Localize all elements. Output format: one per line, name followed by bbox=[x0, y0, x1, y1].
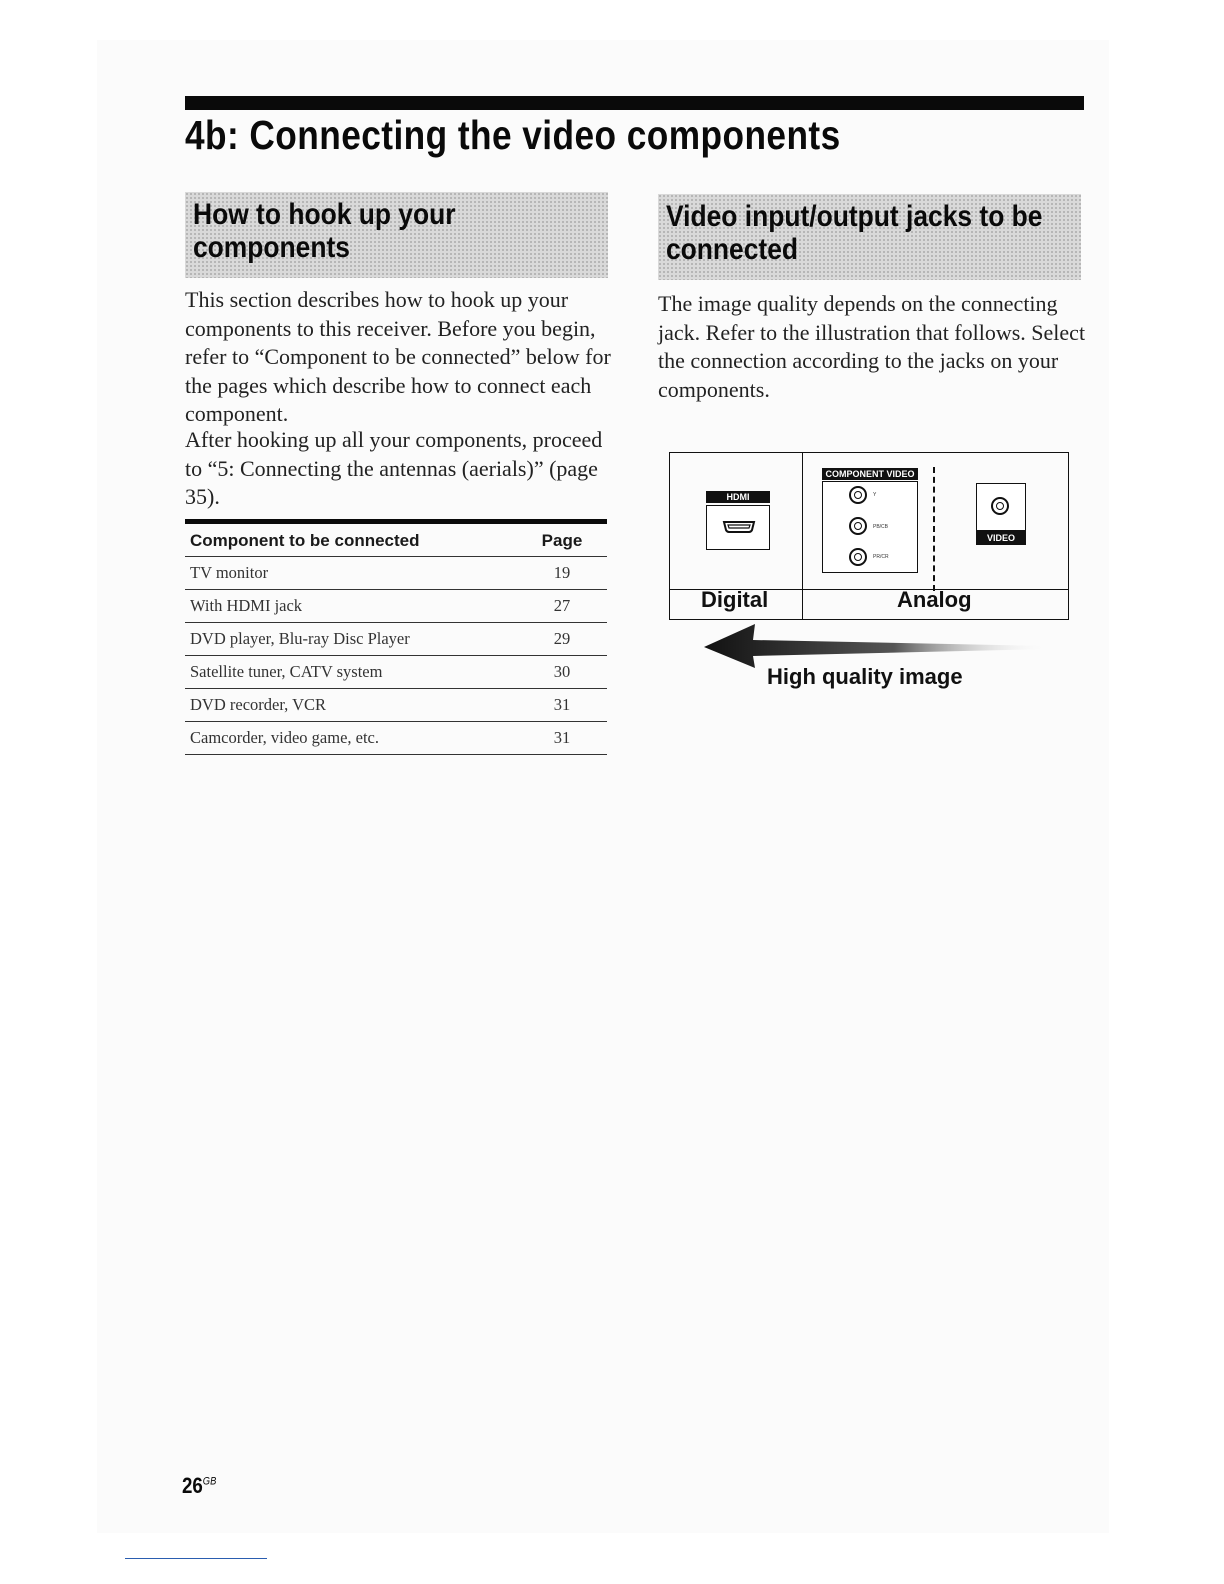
table-row bbox=[185, 689, 607, 722]
component-table bbox=[185, 519, 607, 755]
component-video-separator bbox=[933, 467, 935, 591]
page-cell: 30 bbox=[517, 656, 607, 689]
component-video-tag: COMPONENT VIDEO bbox=[822, 468, 918, 480]
pr-jack-label: PR/CR bbox=[873, 554, 889, 560]
table-header-row bbox=[185, 522, 607, 557]
hdmi-jack-box bbox=[706, 505, 770, 550]
pb-jack-icon bbox=[849, 517, 867, 535]
table-row bbox=[185, 656, 607, 689]
page-number-suffix: GB bbox=[202, 1475, 217, 1488]
digital-analog-divider bbox=[802, 453, 803, 619]
video-jack-icon bbox=[991, 497, 1009, 515]
component-cell: TV monitor bbox=[185, 557, 517, 590]
analog-label: Analog bbox=[897, 587, 972, 612]
video-tag: VIDEO bbox=[976, 531, 1026, 545]
component-video-jack-box bbox=[822, 481, 918, 573]
quality-arrow bbox=[700, 620, 1060, 670]
pr-jack-icon bbox=[849, 548, 867, 566]
hdmi-tag: HDMI bbox=[706, 491, 770, 503]
table-row bbox=[185, 590, 607, 623]
title-rule bbox=[185, 96, 1084, 110]
hdmi-port-icon bbox=[707, 506, 771, 551]
page-cell: 29 bbox=[517, 623, 607, 656]
column-header-component: Component to be connected bbox=[185, 522, 517, 557]
section-heading-hook-up bbox=[185, 192, 608, 278]
page-cell: 31 bbox=[517, 689, 607, 722]
jack-diagram bbox=[669, 452, 1069, 620]
component-cell: Satellite tuner, CATV system bbox=[185, 656, 517, 689]
page-number bbox=[182, 1473, 216, 1499]
high-quality-image-label: High quality image bbox=[767, 664, 963, 689]
y-jack-icon bbox=[849, 486, 867, 504]
page-cell: 31 bbox=[517, 722, 607, 755]
bottom-rule bbox=[125, 1558, 267, 1559]
table-row bbox=[185, 557, 607, 590]
intro-paragraph: This section describes how to hook up your components to this receiver. Before you begin, refer to “Component to be connected” below for the pages which describe how to connect each component. bbox=[185, 287, 611, 426]
page-title: 4b: Connecting the video components bbox=[185, 112, 841, 158]
column-header-page: Page bbox=[517, 522, 607, 557]
table-row bbox=[185, 623, 607, 656]
component-cell: With HDMI jack bbox=[185, 590, 517, 623]
video-jack-box bbox=[976, 483, 1026, 531]
after-hookup-paragraph: After hooking up all your components, proceed to “5: Connecting the antennas (aerials)” (page 35). bbox=[185, 427, 603, 509]
digital-label: Digital bbox=[701, 587, 769, 612]
component-cell: DVD player, Blu-ray Disc Player bbox=[185, 623, 517, 656]
table-row bbox=[185, 722, 607, 755]
component-cell: DVD recorder, VCR bbox=[185, 689, 517, 722]
page-cell: 19 bbox=[517, 557, 607, 590]
y-jack-label: Y bbox=[873, 492, 877, 498]
page-cell: 27 bbox=[517, 590, 607, 623]
section-heading-text: How to hook up your components bbox=[193, 198, 456, 264]
page-number-value: 26 bbox=[182, 1473, 203, 1498]
pb-jack-label: PB/CB bbox=[873, 524, 889, 530]
component-cell: Camcorder, video game, etc. bbox=[185, 722, 517, 755]
section-heading-text: Video input/output jacks to be connected bbox=[666, 200, 1043, 266]
image-quality-paragraph: The image quality depends on the connecting jack. Refer to the illustration that follows. Select the connection according to the jacks on your components. bbox=[658, 291, 1086, 402]
section-heading-video-jacks bbox=[658, 194, 1081, 280]
